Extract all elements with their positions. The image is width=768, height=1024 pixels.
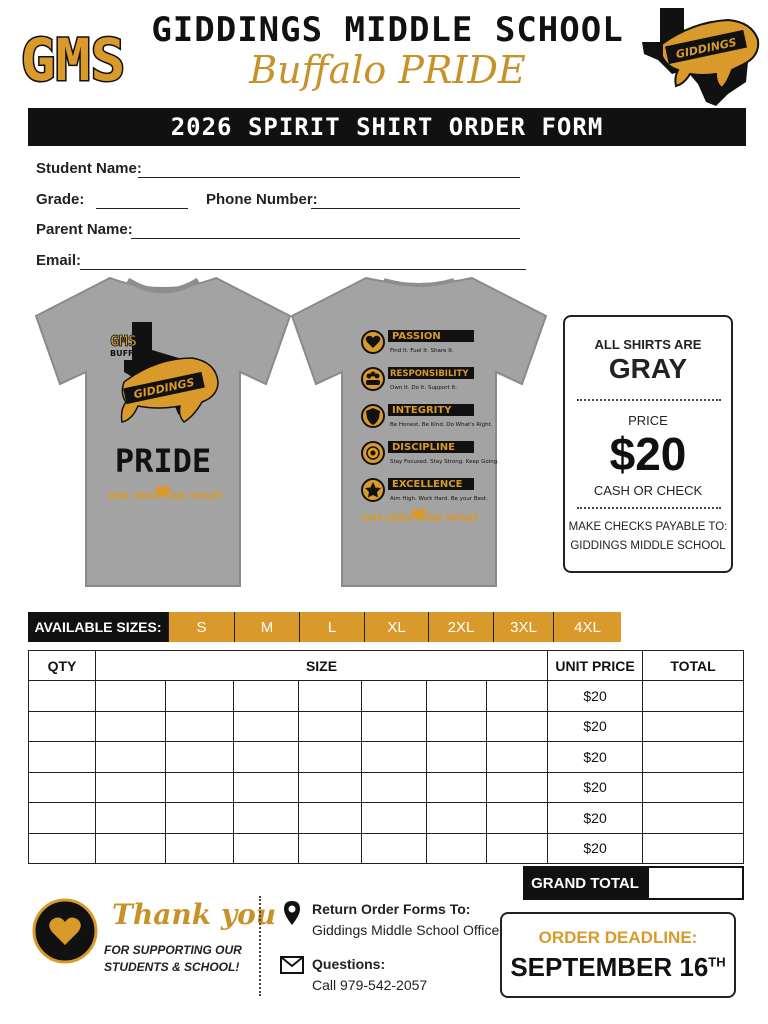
size-option-xl[interactable]: XL (364, 612, 428, 642)
unit-price-cell: $20 (548, 742, 643, 773)
size-cell[interactable] (362, 772, 427, 803)
value-sub: Be Honest. Be Kind. Do What's Right. (390, 422, 493, 428)
total-cell[interactable] (643, 711, 744, 742)
front-buffalo-text: BUFFALO (110, 349, 151, 358)
phone-label: Phone Number: (206, 191, 318, 208)
gms-logo (14, 22, 132, 92)
table-row (29, 803, 744, 834)
size-cell[interactable] (165, 742, 233, 773)
thank-you-text: Thank you (112, 898, 277, 931)
back-motto-right: ONE HEART (421, 514, 479, 524)
size-cell[interactable] (427, 833, 487, 864)
qty-cell[interactable] (29, 833, 96, 864)
size-cell[interactable] (362, 803, 427, 834)
size-cell[interactable] (298, 681, 362, 712)
support-line-1: FOR SUPPORTING OUR (104, 943, 242, 957)
heart-badge (32, 898, 98, 964)
front-pride-text: PRIDE (114, 442, 212, 480)
unit-price-cell: $20 (548, 772, 643, 803)
size-cell[interactable] (487, 742, 548, 773)
table-row (29, 742, 744, 773)
buffalo-banner-text: GIDDINGS (674, 35, 738, 62)
size-option-l[interactable]: L (299, 612, 364, 642)
total-cell[interactable] (643, 681, 744, 712)
size-cell[interactable] (165, 803, 233, 834)
size-cell[interactable] (427, 803, 487, 834)
size-option-2xl[interactable]: 2XL (428, 612, 493, 642)
total-cell[interactable] (643, 742, 744, 773)
back-motto-left: ONE HERD (361, 514, 415, 524)
parent-name-field[interactable] (131, 223, 520, 239)
qty-header: QTY (29, 651, 96, 681)
size-cell[interactable] (165, 833, 233, 864)
size-cell[interactable] (233, 803, 298, 834)
size-cell[interactable] (298, 833, 362, 864)
deadline-label: ORDER DEADLINE: (538, 928, 698, 947)
phone-field[interactable] (311, 193, 520, 209)
front-gms-text: GMS (110, 332, 138, 350)
return-label: Return Order Forms To: (312, 901, 471, 917)
size-cell[interactable] (95, 772, 165, 803)
value-sub: Find It. Fuel It. Share It. (390, 348, 454, 354)
location-pin-icon (282, 900, 302, 926)
support-text (104, 942, 244, 976)
total-header: TOTAL (643, 651, 744, 681)
total-cell[interactable] (643, 772, 744, 803)
size-cell[interactable] (298, 772, 362, 803)
envelope-icon (280, 956, 304, 974)
checks-payable-label: MAKE CHECKS PAYABLE TO: (568, 521, 728, 533)
form-title: 2026 SPIRIT SHIRT ORDER FORM (28, 108, 746, 146)
size-header: SIZE (95, 651, 547, 681)
total-cell[interactable] (643, 833, 744, 864)
front-banner-text: GIDDINGS (132, 375, 196, 402)
return-value: Giddings Middle School Office (312, 922, 500, 938)
email-label: Email: (36, 252, 82, 269)
order-table (28, 650, 744, 864)
value-title: DISCIPLINE (392, 442, 455, 453)
value-title: INTEGRITY (392, 405, 452, 416)
grade-field[interactable] (96, 193, 188, 209)
qty-cell[interactable] (29, 772, 96, 803)
unit-price-header: UNIT PRICE (548, 651, 643, 681)
value-title: EXCELLENCE (392, 479, 463, 490)
size-cell[interactable] (298, 803, 362, 834)
shirt-color: GRAY (608, 353, 688, 384)
payment-methods: CASH OR CHECK (593, 483, 703, 498)
footer-divider (259, 896, 261, 996)
size-cell[interactable] (165, 711, 233, 742)
questions-value: Call 979-542-2057 (312, 977, 428, 993)
size-cell[interactable] (427, 772, 487, 803)
support-line-2: STUDENTS & SCHOOL! (104, 960, 240, 974)
size-cell[interactable] (233, 681, 298, 712)
size-cell[interactable] (298, 711, 362, 742)
size-cell[interactable] (95, 803, 165, 834)
price-value: $20 (609, 428, 687, 480)
table-row (29, 833, 744, 864)
total-cell[interactable] (643, 803, 744, 834)
qty-cell[interactable] (29, 803, 96, 834)
deadline-date (502, 952, 734, 983)
size-cell[interactable] (298, 742, 362, 773)
qty-cell[interactable] (29, 742, 96, 773)
size-cell[interactable] (233, 833, 298, 864)
all-shirts-label: ALL SHIRTS ARE (594, 337, 702, 352)
size-cell[interactable] (362, 711, 427, 742)
front-motto-left: ONE HERD (107, 492, 161, 502)
size-cell[interactable] (233, 772, 298, 803)
checks-payable-value: GIDDINGS MIDDLE SCHOOL (570, 540, 726, 552)
questions-label: Questions: (312, 956, 386, 972)
size-cell[interactable] (95, 711, 165, 742)
unit-price-cell: $20 (548, 833, 643, 864)
grand-total-field[interactable] (647, 866, 744, 900)
divider (577, 399, 721, 401)
gms-logo-text: GMS (20, 26, 126, 92)
size-cell[interactable] (362, 681, 427, 712)
unit-price-cell: $20 (548, 711, 643, 742)
grand-total-label: GRAND TOTAL (523, 866, 647, 900)
divider (577, 507, 721, 509)
size-cell[interactable] (487, 833, 548, 864)
size-cell[interactable] (165, 681, 233, 712)
grade-label: Grade: (36, 191, 85, 208)
value-sub: Aim High. Work Hard. Be your Best. (390, 496, 488, 502)
size-cell[interactable] (233, 711, 298, 742)
school-name: GIDDINGS MIDDLE SCHOOL (151, 10, 624, 50)
unit-price-cell: $20 (548, 803, 643, 834)
value-excellence (362, 478, 488, 502)
value-title: RESPONSIBILITY (390, 369, 469, 379)
size-cell[interactable] (487, 711, 548, 742)
size-cell[interactable] (427, 681, 487, 712)
shirt-front (28, 272, 298, 592)
deadline-box (500, 912, 736, 998)
size-option-s[interactable]: S (168, 612, 234, 642)
size-cell[interactable] (233, 742, 298, 773)
size-cell[interactable] (362, 833, 427, 864)
value-sub: Stay Focused. Stay Strong. Keep Going. (390, 459, 499, 465)
unit-price-cell: $20 (548, 681, 643, 712)
shirt-back (284, 272, 554, 592)
size-cell[interactable] (95, 681, 165, 712)
qty-cell[interactable] (29, 711, 96, 742)
buffalo-texas-logo (632, 4, 764, 108)
student-name-label: Student Name: (36, 160, 142, 177)
size-cell[interactable] (427, 742, 487, 773)
value-title: PASSION (392, 331, 441, 342)
size-cell[interactable] (487, 772, 548, 803)
deadline-date-suffix: TH (708, 954, 726, 970)
front-motto-right: ONE HEART (165, 492, 223, 502)
qty-cell[interactable] (29, 681, 96, 712)
value-sub: Own It. Do It. Support It. (390, 385, 457, 391)
price-label: PRICE (628, 413, 668, 428)
tagline: Buffalo PRIDE (249, 48, 526, 92)
size-cell[interactable] (165, 772, 233, 803)
student-name-field[interactable] (138, 162, 520, 178)
size-cell[interactable] (487, 681, 548, 712)
parent-name-label: Parent Name: (36, 221, 133, 238)
table-header-row (29, 651, 744, 681)
size-option-m[interactable]: M (234, 612, 299, 642)
size-cell[interactable] (487, 803, 548, 834)
sizes-label: AVAILABLE SIZES: (28, 612, 168, 642)
table-row (29, 772, 744, 803)
size-cell[interactable] (95, 742, 165, 773)
size-cell[interactable] (427, 711, 487, 742)
table-row (29, 711, 744, 742)
deadline-date-text: SEPTEMBER 16 (510, 952, 709, 982)
size-cell[interactable] (362, 742, 427, 773)
size-option-3xl[interactable]: 3XL (493, 612, 553, 642)
table-row (29, 681, 744, 712)
size-cell[interactable] (95, 833, 165, 864)
size-option-4xl[interactable]: 4XL (553, 612, 621, 642)
email-field[interactable] (80, 254, 526, 270)
info-box (563, 315, 733, 573)
